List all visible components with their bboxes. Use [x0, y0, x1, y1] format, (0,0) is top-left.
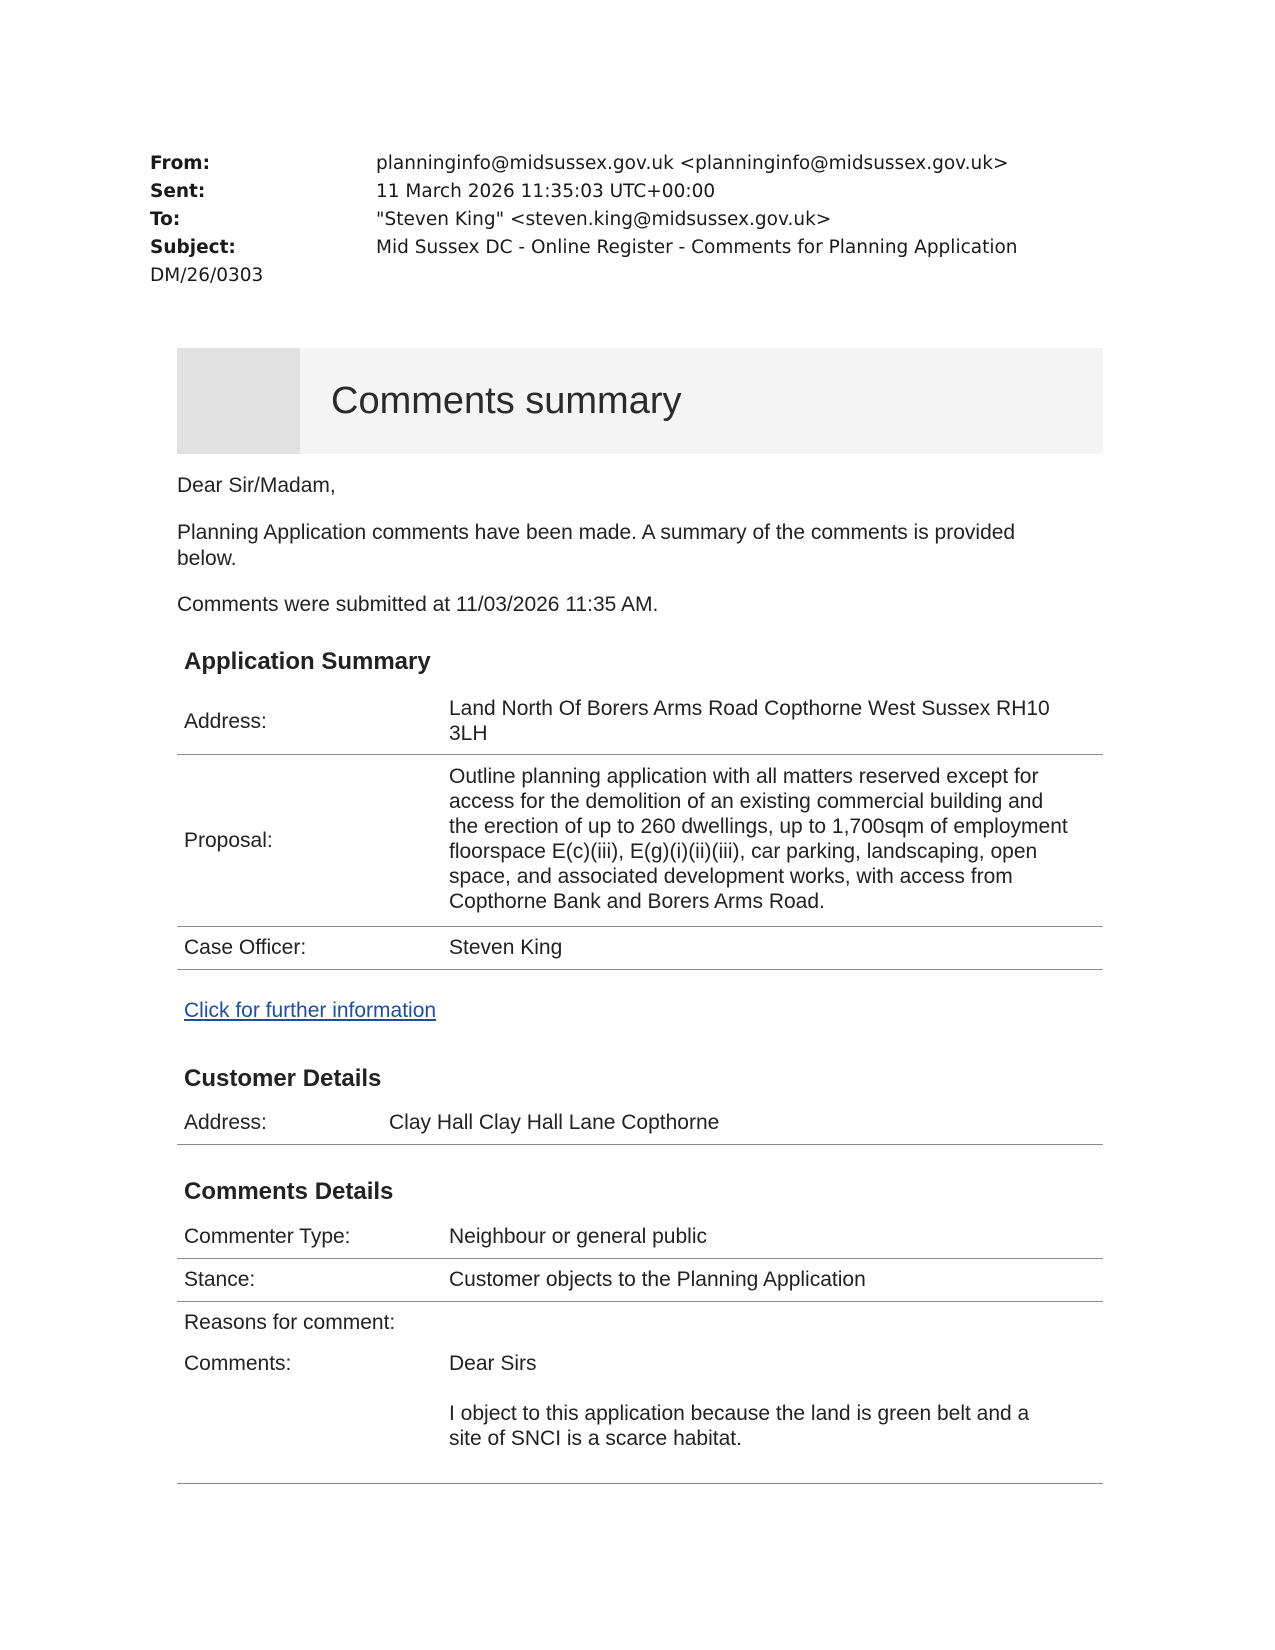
- stance-value: Customer objects to the Planning Application: [449, 1268, 866, 1291]
- banner-title: Comments summary: [331, 380, 682, 422]
- comments-greeting: Dear Sirs: [449, 1352, 537, 1375]
- proposal-value: Outline planning application with all matters reserved except for access for the demolition of an existing commercial building and the erection of up to 260 dwellings, up to 1,700sqm of employment floorspace E(c)(iii), E(g)(i)(ii)(iii), car parking, landscaping, open space, and associated development works, with access from Copthorne Bank and Borers Arms Road.: [449, 765, 1068, 913]
- customer-details-title: Customer Details: [184, 1065, 382, 1092]
- comments-summary-banner: [177, 348, 1103, 454]
- further-information-link[interactable]: Click for further information: [184, 999, 437, 1022]
- banner-block: [177, 348, 300, 454]
- customer-address-label: Address:: [184, 1111, 267, 1134]
- stance-row: [177, 1259, 1103, 1302]
- from-label: From:: [150, 153, 210, 174]
- subject-label: Subject:: [150, 237, 236, 258]
- sent-row: [150, 178, 1150, 206]
- customer-address-value: Clay Hall Clay Hall Lane Copthorne: [389, 1111, 720, 1134]
- address-row: [177, 687, 1103, 755]
- address-label: Address:: [184, 710, 267, 733]
- to-row: [150, 206, 1150, 234]
- proposal-row: [177, 755, 1103, 927]
- intro-line1: Planning Application comments have been made. A summary of the comments is provided below.: [177, 521, 1016, 570]
- commenter-label: Commenter Type:: [184, 1225, 351, 1248]
- officer-value: Steven King: [449, 936, 563, 959]
- greeting: Dear Sir/Madam,: [177, 474, 336, 497]
- subject-wrap: DM/26/0303: [150, 265, 264, 286]
- sent-label: Sent:: [150, 181, 206, 202]
- intro-line2: Comments were submitted at 11/03/2026 11:35 AM.: [177, 593, 659, 616]
- sent-value: 11 March 2026 11:35:03 UTC+00:00: [376, 181, 716, 202]
- proposal-label: Proposal:: [184, 829, 273, 852]
- commenter-type-row: [177, 1216, 1103, 1259]
- subject-value: Mid Sussex DC - Online Register - Comments for Planning Application: [376, 237, 1018, 258]
- customer-address-row: [177, 1102, 1103, 1145]
- from-row: [150, 150, 1150, 178]
- to-label: To:: [150, 209, 181, 230]
- comments-body: I object to this application because the land is green belt and a site of SNCI is a scarce habitat.: [449, 1402, 1030, 1450]
- comments-row: [177, 1343, 1103, 1484]
- officer-label: Case Officer:: [184, 936, 307, 959]
- reasons-row: [177, 1302, 1103, 1342]
- application-summary-title: Application Summary: [184, 648, 431, 675]
- reasons-label: Reasons for comment:: [184, 1311, 396, 1334]
- stance-label: Stance:: [184, 1268, 256, 1291]
- case-officer-row: [177, 927, 1103, 970]
- to-value: "Steven King" <steven.king@midsussex.gov.uk>: [376, 209, 832, 230]
- email-header: [150, 150, 1150, 290]
- commenter-value: Neighbour or general public: [449, 1225, 707, 1248]
- from-value: planninginfo@midsussex.gov.uk <planninginfo@midsussex.gov.uk>: [376, 153, 1009, 174]
- subject-row: [150, 234, 1150, 262]
- address-value: Land North Of Borers Arms Road Copthorne West Sussex RH10 3LH: [449, 697, 1050, 745]
- comments-label: Comments:: [184, 1352, 292, 1375]
- comments-details-title: Comments Details: [184, 1178, 394, 1205]
